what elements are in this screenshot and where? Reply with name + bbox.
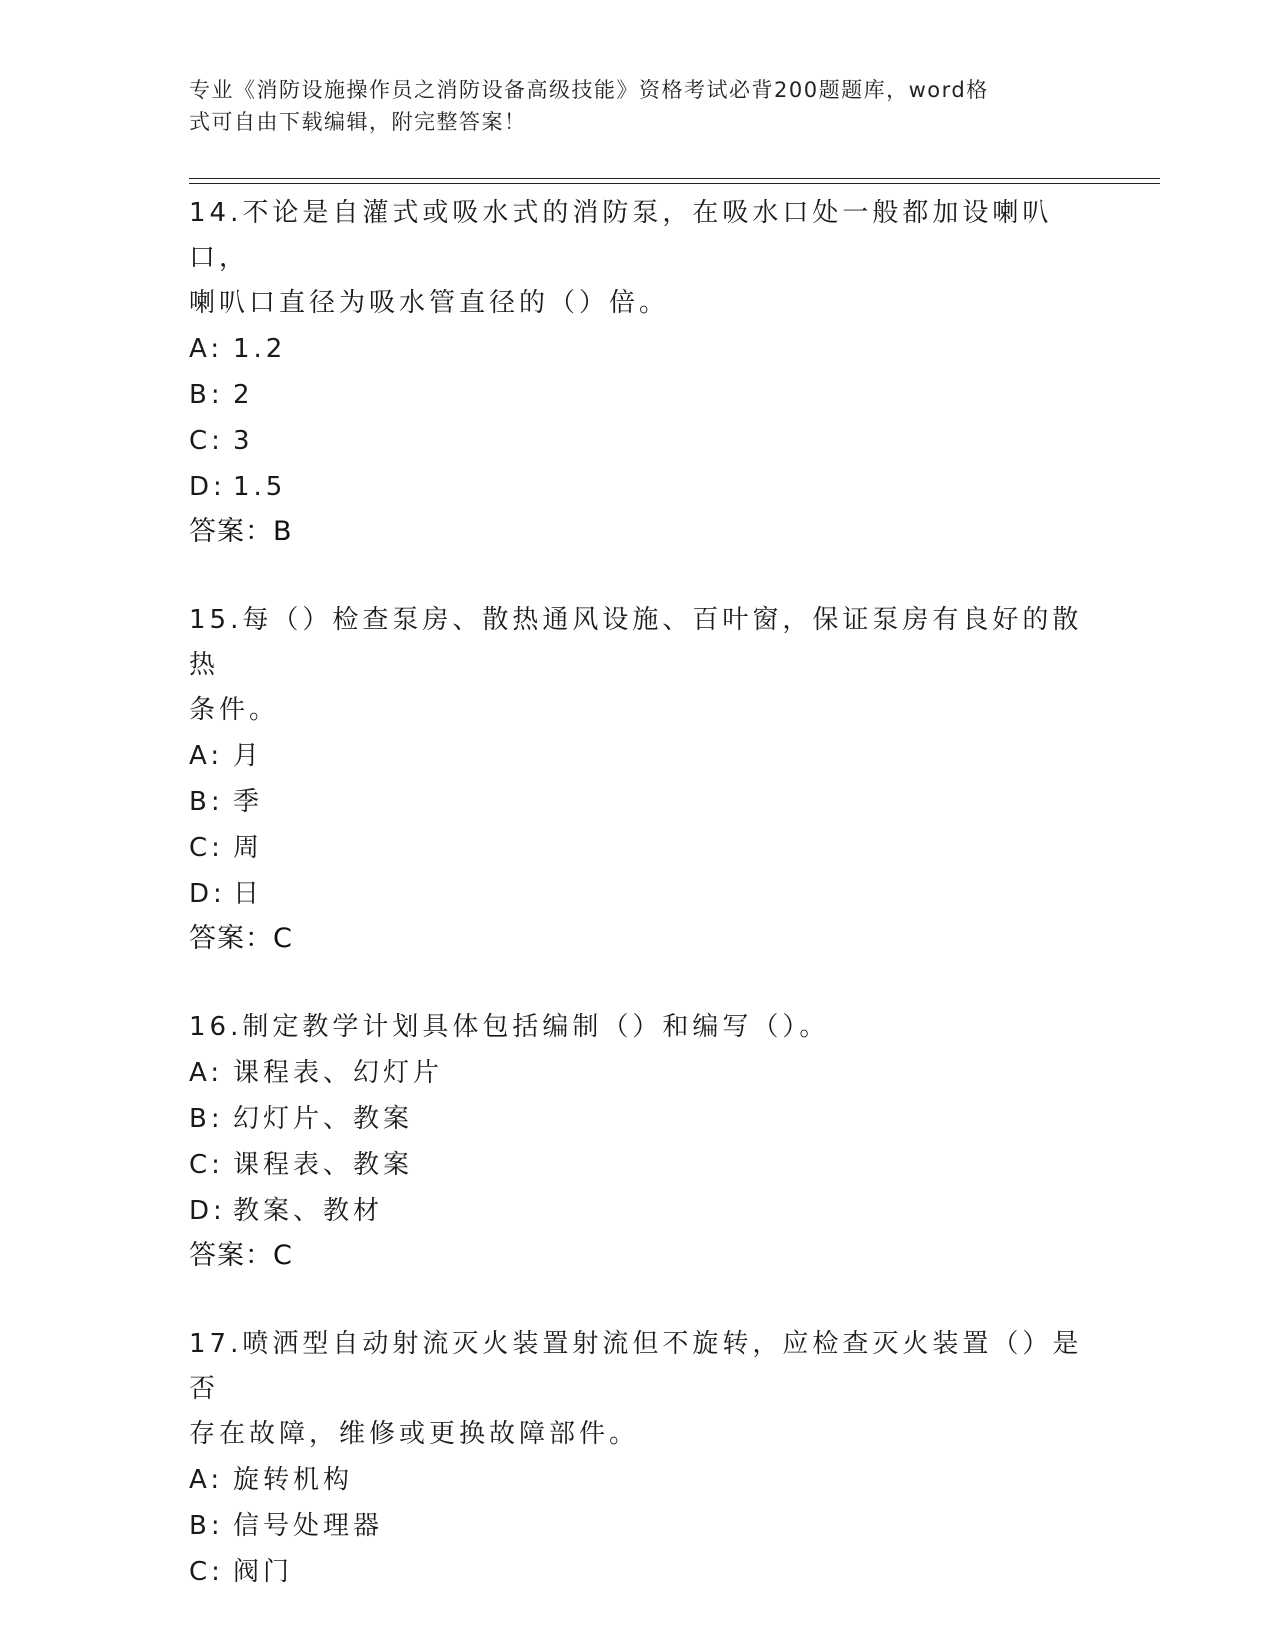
option-value: 阀门 <box>233 1557 294 1587</box>
question-text-line: 16.制定教学计划具体包括编制（）和编写（）。 <box>189 1012 830 1042</box>
option-value: 周 <box>233 833 264 863</box>
option-d <box>189 1188 1089 1234</box>
option-value: 1.2 <box>233 334 287 364</box>
option-value: 旋转机构 <box>233 1465 354 1495</box>
option-value: 课程表、幻灯片 <box>233 1058 444 1088</box>
option-c <box>189 1549 1089 1595</box>
header-divider-bottom <box>189 183 1160 184</box>
option-key: A: <box>189 334 224 364</box>
question-16 <box>189 1005 1089 1278</box>
option-c <box>189 1142 1089 1188</box>
option-key: C: <box>189 1150 224 1180</box>
option-value: 幻灯片、教案 <box>233 1104 414 1134</box>
option-d <box>189 464 1089 510</box>
option-key: B: <box>189 787 224 817</box>
option-value: 月 <box>233 741 264 771</box>
option-a <box>189 1457 1089 1503</box>
option-key: D: <box>189 472 226 502</box>
document-header <box>189 74 1069 138</box>
option-key: D: <box>189 879 226 909</box>
option-key: B: <box>189 380 224 410</box>
option-key: C: <box>189 1557 224 1587</box>
question-text-line: 条件。 <box>189 695 280 725</box>
option-value: 教案、教材 <box>233 1196 384 1226</box>
option-b <box>189 1503 1089 1549</box>
option-key: C: <box>189 833 224 863</box>
question-14 <box>189 191 1089 554</box>
header-line-2: 式可自由下载编辑，附完整答案！ <box>189 110 527 134</box>
option-value: 日 <box>233 879 264 909</box>
header-line-1: 专业《消防设施操作员之消防设备高级技能》资格考试必背200题题库，word格 <box>189 78 989 102</box>
option-b <box>189 779 1089 825</box>
question-list <box>189 191 1089 1639</box>
answer-line: 答案：C <box>189 923 293 954</box>
answer-line: 答案：C <box>189 1240 293 1271</box>
option-key: C: <box>189 426 224 456</box>
question-text-line: 存在故障，维修或更换故障部件。 <box>189 1419 640 1449</box>
option-value: 1.5 <box>233 472 287 502</box>
option-key: D: <box>189 1196 226 1226</box>
question-17 <box>189 1322 1089 1595</box>
question-15 <box>189 598 1089 961</box>
question-text-line: 14.不论是自灌式或吸水式的消防泵，在吸水口处一般都加设喇叭口， <box>189 198 1053 273</box>
option-key: B: <box>189 1511 224 1541</box>
option-value: 季 <box>233 787 264 817</box>
option-value: 2 <box>233 380 254 410</box>
question-text-line: 喇叭口直径为吸水管直径的（）倍。 <box>189 288 670 318</box>
header-divider-top <box>189 178 1160 179</box>
option-b <box>189 372 1089 418</box>
option-value: 3 <box>233 426 254 456</box>
question-text-line: 17.喷洒型自动射流灭火装置射流但不旋转，应检查灭火装置（）是否 <box>189 1329 1083 1404</box>
option-a <box>189 733 1089 779</box>
option-d <box>189 871 1089 917</box>
option-value: 信号处理器 <box>233 1511 384 1541</box>
option-b <box>189 1096 1089 1142</box>
option-key: B: <box>189 1104 224 1134</box>
option-a <box>189 1050 1089 1096</box>
option-key: A: <box>189 1058 224 1088</box>
option-key: A: <box>189 1465 224 1495</box>
option-c <box>189 418 1089 464</box>
option-c <box>189 825 1089 871</box>
option-key: A: <box>189 741 224 771</box>
option-value: 课程表、教案 <box>233 1150 414 1180</box>
answer-line: 答案：B <box>189 516 293 547</box>
question-text-line: 15.每（）检查泵房、散热通风设施、百叶窗，保证泵房有良好的散热 <box>189 605 1083 680</box>
option-a <box>189 326 1089 372</box>
